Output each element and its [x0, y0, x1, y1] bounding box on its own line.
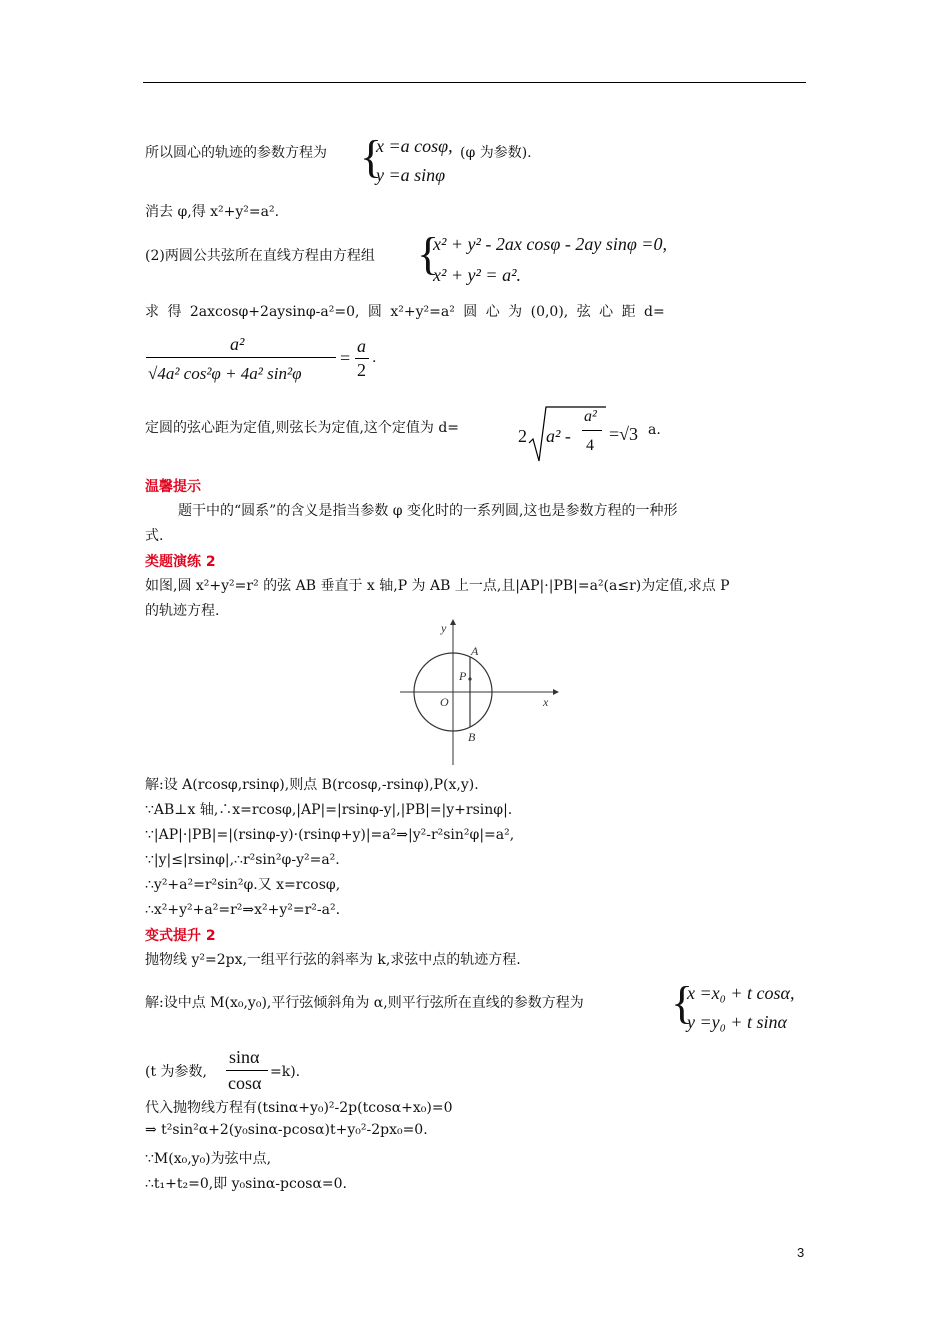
param-note-post: =k). [270, 1064, 301, 1080]
solution-line: ∵|y|≤|rsinφ|,∴r²sin²φ-y²=a². [145, 852, 340, 868]
fraction-bar [146, 357, 336, 358]
param-note-pre: (t 为参数, [145, 1064, 207, 1080]
point-p [468, 677, 471, 680]
brace: { [671, 977, 694, 1028]
solution2-intro: 解:设中点 M(x₀,y₀),平行弦倾斜角为 α,则平行弦所在直线的参数方程为 [145, 995, 584, 1011]
frac-denominator: √4a² cos²φ + 4a² sin²φ [148, 364, 302, 383]
solution-line: 解:设 A(rcosφ,rsinφ),则点 B(rcosφ,-rsinφ),P(x,y). [145, 777, 479, 793]
solution3-line: ⇒ t²sin²α+2(y₀sinα-pcosα)t+y₀²-2px₀=0. [145, 1122, 428, 1138]
sin-numerator: sinα [229, 1047, 260, 1067]
exercise-line-2: 的轨迹方程. [145, 603, 220, 619]
fraction-bar [355, 358, 369, 359]
origin-label: O [440, 695, 449, 709]
solution-line: ∵AB⊥x 轴,∴x=rcosφ,|AP|=|rsinφ-y|,|PB|=|y+rsinφ|. [145, 802, 513, 818]
solution-line: ∴x²+y²+a²=r²⇒x²+y²=r²-a². [145, 902, 341, 918]
solution-line: ∵|AP|·|PB|=|(rsinφ-y)·(rsinφ+y)|=a²⇒|y²-r²sin²φ|=a², [145, 827, 515, 843]
variant-title: 变式提升 2 [145, 928, 216, 944]
fraction-bar [582, 430, 602, 431]
y-label: y [441, 621, 447, 635]
y-axis-arrow [450, 619, 456, 625]
param-eq-y: y =y₀ + t sinα [687, 1012, 787, 1032]
solution3-line: ∵M(x₀,y₀)为弦中点, [145, 1151, 272, 1167]
tip-line-2: 式. [145, 528, 164, 544]
exercise-line-1: 如图,圆 x²+y²=r² 的弦 AB 垂直于 x 轴,P 为 AB 上一点,且|AP|·|PB|=a²(a≤r)为定值,求点 P [145, 578, 730, 594]
x-axis-arrow [553, 689, 559, 695]
p-label: P [459, 669, 467, 683]
brace: { [417, 228, 440, 279]
equals: = [340, 348, 351, 368]
exercise-title: 类题演练 2 [145, 554, 216, 570]
header-rule [143, 82, 806, 83]
tip-line-1: 题干中的“圆系”的含义是指当参数 φ 变化时的一系列圆,这也是参数方程的一种形 [178, 503, 678, 519]
circle-figure [395, 617, 560, 769]
system-eq2: x² + y² = a². [433, 265, 521, 285]
half-denominator: 2 [357, 360, 366, 380]
x-label: x [543, 695, 549, 709]
factor-two: 2 [518, 426, 527, 446]
solution3-line: ∴t₁+t₂=0,即 y₀sinα-pcosα=0. [145, 1176, 347, 1192]
para-distance: 求 得 2axcosφ+2aysinφ-a²=0, 圆 x²+y²=a² 圆 心 为 (0,0), 弦 心 距 d= [145, 304, 665, 320]
system-eq1: x² + y² - 2ax cosφ - 2ay sinφ =0, [433, 234, 667, 254]
eq-x: x =a cosφ, [376, 136, 453, 156]
brace: { [360, 131, 383, 182]
page-number: 3 [797, 1245, 805, 1260]
half-numerator: a [357, 336, 366, 356]
a-label: A [471, 644, 479, 658]
radicand-a: a² - [546, 426, 571, 446]
tip-title: 温馨提示 [145, 479, 201, 495]
param-eq-x: x =x₀ + t cosα, [687, 983, 795, 1003]
quarter-numerator: a² [584, 408, 597, 425]
param-note: (φ 为参数). [460, 145, 532, 161]
result-sqrt3: =√3 [609, 424, 639, 444]
eq-y: y =a sinφ [376, 165, 446, 185]
solution3-line: 代入抛物线方程有(tsinα+y₀)²-2p(tcosα+x₀)=0 [145, 1100, 453, 1116]
fraction-bar [226, 1070, 268, 1071]
para-common-chord: (2)两圆公共弦所在直线方程由方程组 [145, 248, 375, 264]
result-unit: a. [648, 422, 661, 438]
b-label: B [468, 730, 476, 744]
cos-denominator: cosα [228, 1073, 262, 1093]
para-eliminate: 消去 φ,得 x²+y²=a². [145, 204, 280, 220]
para-center-locus: 所以圆心的轨迹的参数方程为 [145, 145, 327, 161]
period: . [372, 350, 377, 366]
variant-line: 抛物线 y²=2px,一组平行弦的斜率为 k,求弦中点的轨迹方程. [145, 952, 521, 968]
para-chord-length: 定圆的弦心距为定值,则弦长为定值,这个定值为 d= [145, 420, 460, 436]
solution-line: ∴y²+a²=r²sin²φ.又 x=rcosφ, [145, 877, 341, 893]
quarter-denominator: 4 [586, 437, 594, 454]
frac-numerator: a² [230, 334, 245, 354]
